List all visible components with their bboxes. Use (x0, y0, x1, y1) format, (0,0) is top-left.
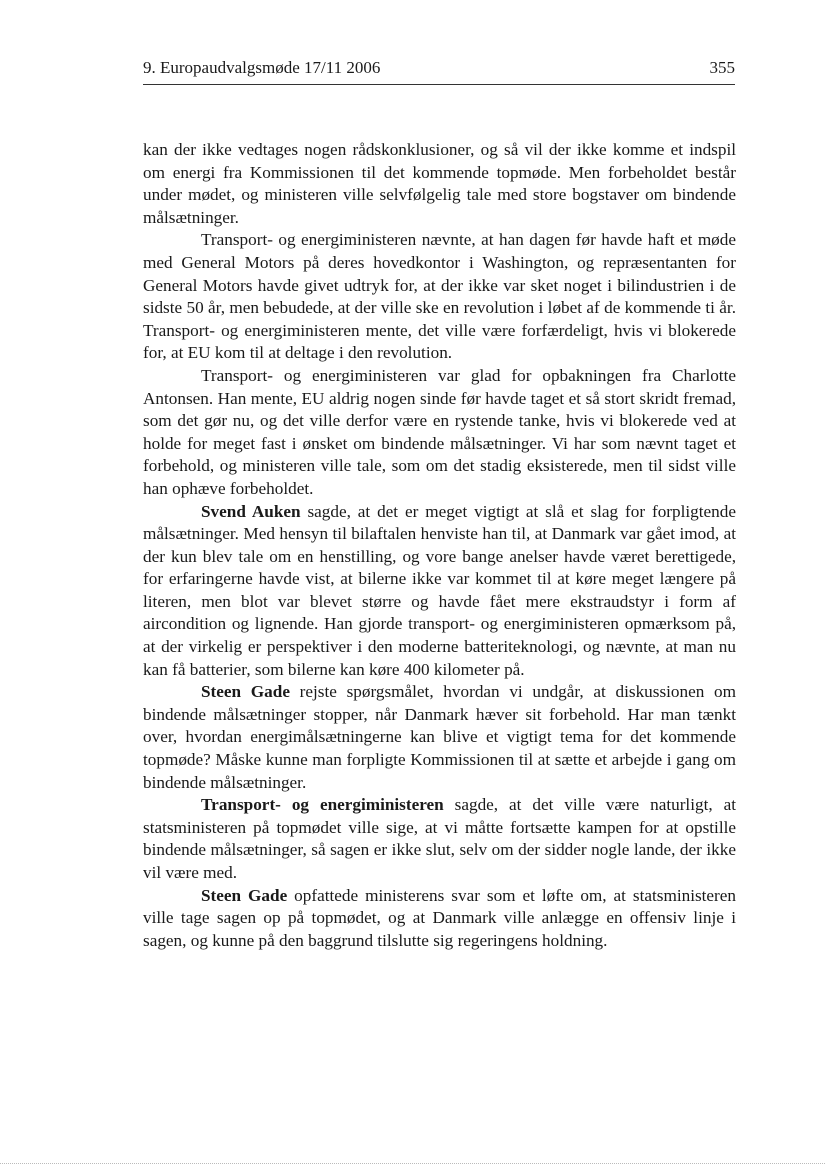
speaker-name: Steen Gade (201, 885, 288, 905)
speaker-name: Steen Gade (201, 682, 290, 702)
scan-edge-line (0, 1163, 825, 1164)
speaker-name: Transport- og energiministeren (201, 795, 444, 815)
paragraph (143, 681, 736, 794)
paragraph (143, 794, 736, 884)
paragraph-text: sagde, at det er meget vigtigt at slå et slag for forpligtende målsætninger. Med hensyn til bilaftalen henviste han til, at Danmark var gået imod, at der kun blev tale om en henstilling, og vore bange anelser havde været berettigede, for erfaringerne havde vist, at bilerne ikke var kommet til at køre meget længere på literen, men blot var blevet større og havde fået mere ekstraudstyr i form af aircondition og lignende. Han gjorde transport- og energiministeren opmærksom på, at der virkelig er perspektiver i den moderne batteriteknologi, og nævnte, at man nu kan få batterier, som bilerne kan køre 400 kilometer på. (143, 501, 736, 679)
paragraph-text: Transport- og energiministeren var glad for opbakningen fra Charlotte Antonsen. Han mente, EU aldrig nogen sinde før havde taget et så stort skridt fremad, som det gør nu, og det ville derfor være en rystende tanke, hvis vi blokerede ved at holde for meget fast i ønsket om bindende målsætninger. Vi har som nævnt taget et forbehold, og ministeren ville tale, som om det stadig eksisterede, men til sidst ville han ophæve forbeholdet. (143, 365, 736, 498)
running-header (143, 56, 735, 82)
paragraph-text: sagde, at det ville være naturligt, at statsministeren på topmødet ville sige, at vi måtte fortsætte kampen for at opstille bindende målsætninger, så sagen er ikke slut, selv om der sidder nogle lande, der ikke vil være med. (143, 795, 736, 882)
page-number: 355 (709, 58, 735, 77)
paragraph-text: rejste spørgsmålet, hvordan vi undgår, at diskussionen om bindende målsætninger stopper, når Danmark hæver sit forbehold. Har man tænkt over, hvordan energimålsætningerne kan blive et vigtigt tema for det kommende topmøde? Måske kunne man forpligte Kommissionen til at sætte et arbejde i gang om bindende målsætninger. (143, 682, 737, 792)
paragraph-text: opfattede ministerens svar som et løfte om, at statsministeren ville tage sagen op på topmødet, og at Danmark ville anlægge en offensiv linje i sagen, og kunne på den baggrund tilslutte sig regeringens holdning. (143, 885, 737, 950)
header-title: 9. Europaudvalgsmøde 17/11 2006 (143, 58, 381, 77)
paragraph (143, 501, 736, 682)
header-divider (143, 84, 735, 85)
document-body (143, 139, 736, 952)
speaker-name: Svend Auken (201, 501, 301, 521)
paragraph-text: kan der ikke vedtages nogen rådskonklusioner, og så vil der ikke komme et indspil om energi fra Kommissionen til det kommende topmøde. Men forbeholdet består under mødet, og ministeren ville selvfølgelig tale med store bogstaver om bindende målsætninger. (143, 140, 736, 227)
paragraph (143, 365, 736, 501)
paragraph (143, 885, 736, 953)
paragraph (143, 229, 736, 365)
paragraph-text: Transport- og energiministeren nævnte, at han dagen før havde haft et møde med General Motors på deres hovedkontor i Washington, og repræsentanten for General Motors havde givet udtryk for, at der ikke var sket noget i bilindustrien i de sidste 50 år, men bebudede, at der ville ske en revolution i løbet af de kommende ti år. Transport- og energiministeren mente, det ville være forfærdeligt, hvis vi blokerede for, at EU kom til at deltage i den revolution. (143, 230, 736, 363)
paragraph (143, 139, 736, 229)
